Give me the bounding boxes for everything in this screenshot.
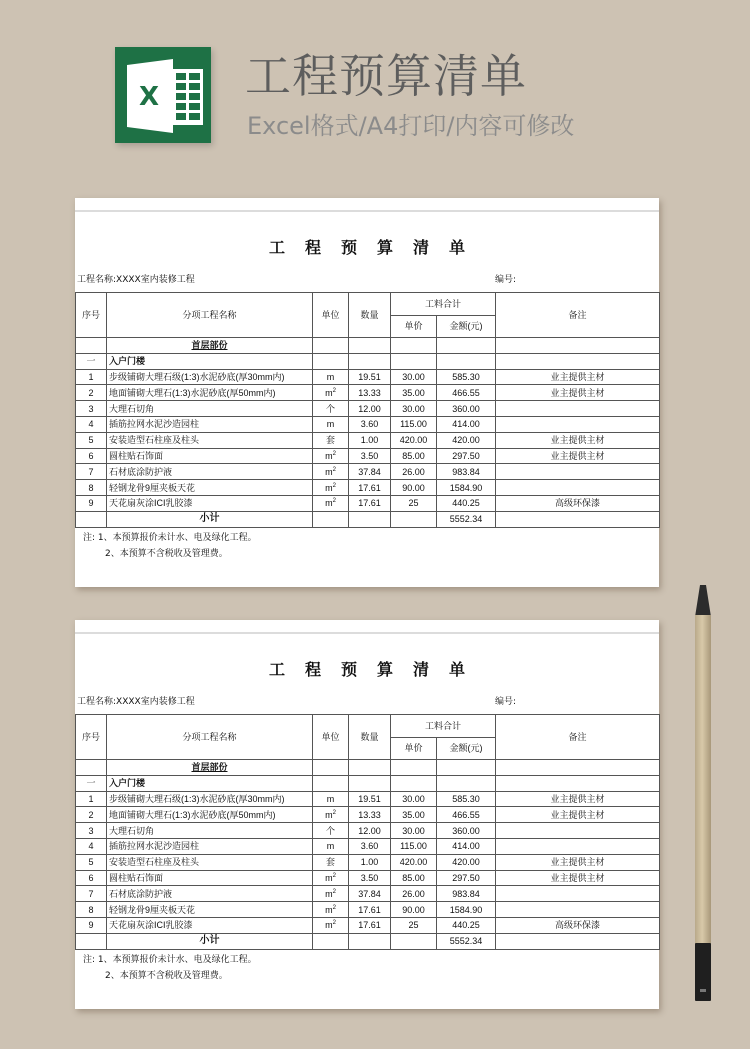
unit-text: m bbox=[325, 920, 333, 931]
amount-cell: 297.50 bbox=[437, 870, 496, 886]
seq-cell: 6 bbox=[76, 448, 107, 464]
unit-price-cell: 35.00 bbox=[391, 807, 437, 823]
unit-price-cell: 85.00 bbox=[391, 448, 437, 464]
table-row bbox=[76, 823, 660, 839]
unit-price-cell: 30.00 bbox=[391, 369, 437, 385]
seq-cell: 1 bbox=[76, 369, 107, 385]
header-seq: 序号 bbox=[76, 715, 107, 760]
unit-price-cell: 30.00 bbox=[391, 791, 437, 807]
unit-text: m bbox=[325, 482, 333, 493]
item-name-cell: 安装造型石柱座及柱头 bbox=[107, 432, 313, 448]
item-name-cell: 地面铺砌大理石(1:3)水泥砂底(厚50mm内) bbox=[107, 385, 313, 401]
empty-cell bbox=[313, 933, 349, 949]
notes bbox=[83, 530, 257, 562]
unit-superscript: 2 bbox=[332, 482, 336, 489]
item-name-cell: 插筋拉网水泥沙造园柱 bbox=[107, 416, 313, 432]
table-row bbox=[76, 495, 660, 511]
item-name-cell: 天花扇灰涂ICI乳胶漆 bbox=[107, 917, 313, 933]
unit-superscript: 2 bbox=[332, 888, 336, 895]
quantity-cell: 17.61 bbox=[349, 902, 391, 918]
sheet-title: 工程预算清单 bbox=[268, 238, 485, 257]
unit-text: m bbox=[325, 466, 333, 477]
empty-cell bbox=[313, 511, 349, 527]
item-name-cell: 插筋拉网水泥沙造园柱 bbox=[107, 838, 313, 854]
empty-cell bbox=[349, 511, 391, 527]
table-row bbox=[76, 917, 660, 933]
seq-cell: 1 bbox=[76, 791, 107, 807]
quantity-cell: 12.00 bbox=[349, 823, 391, 839]
remark-cell: 业主提供主材 bbox=[496, 791, 660, 807]
unit-cell bbox=[313, 432, 349, 448]
amount-cell: 360.00 bbox=[437, 401, 496, 417]
unit-cell bbox=[313, 870, 349, 886]
item-name-cell: 圆柱贴石饰面 bbox=[107, 448, 313, 464]
seq-cell: 8 bbox=[76, 902, 107, 918]
header-item-name: 分项工程名称 bbox=[107, 715, 313, 760]
header-quantity: 数量 bbox=[349, 715, 391, 760]
remark-cell: 业主提供主材 bbox=[496, 385, 660, 401]
table-row bbox=[76, 854, 660, 870]
header-remarks: 备注 bbox=[496, 293, 660, 338]
empty-cell bbox=[76, 511, 107, 527]
remark-cell: 业主提供主材 bbox=[496, 448, 660, 464]
unit-text: m bbox=[326, 371, 335, 382]
table-row bbox=[76, 448, 660, 464]
header-unit: 单位 bbox=[313, 293, 349, 338]
remark-cell: 高级环保漆 bbox=[496, 917, 660, 933]
unit-price-cell: 30.00 bbox=[391, 401, 437, 417]
item-name-cell: 天花扇灰涂ICI乳胶漆 bbox=[107, 495, 313, 511]
amount-cell: 983.84 bbox=[437, 886, 496, 902]
unit-cell bbox=[313, 823, 349, 839]
seq-cell: 7 bbox=[76, 886, 107, 902]
banner-subtitle: Excel格式/A4打印/内容可修改 bbox=[247, 112, 575, 140]
subtotal-label: 小计 bbox=[107, 511, 313, 527]
seq-cell: 5 bbox=[76, 432, 107, 448]
unit-text: m bbox=[325, 872, 333, 883]
table-row bbox=[76, 807, 660, 823]
unit-text: m bbox=[325, 809, 333, 820]
remark-cell bbox=[496, 416, 660, 432]
unit-superscript: 2 bbox=[332, 387, 336, 394]
number-label: 编号: bbox=[495, 697, 517, 707]
item-name-cell: 轻钢龙骨9厘夹板天花 bbox=[107, 902, 313, 918]
unit-price-cell: 30.00 bbox=[391, 823, 437, 839]
unit-cell bbox=[313, 416, 349, 432]
table-body bbox=[76, 760, 660, 950]
unit-superscript: 2 bbox=[332, 872, 336, 879]
quantity-cell: 3.50 bbox=[349, 448, 391, 464]
item-name-cell: 步级铺砌大理石级(1:3)水泥砂底(厚30mm内) bbox=[107, 791, 313, 807]
remark-cell: 业主提供主材 bbox=[496, 807, 660, 823]
empty-cell bbox=[391, 933, 437, 949]
quantity-cell: 1.00 bbox=[349, 432, 391, 448]
unit-price-cell: 26.00 bbox=[391, 464, 437, 480]
project-name: 工程名称:XXXX室内装修工程 bbox=[77, 275, 195, 285]
unit-text: 个 bbox=[325, 403, 335, 414]
item-name-cell: 轻钢龙骨9厘夹板天花 bbox=[107, 480, 313, 496]
amount-cell: 1584.90 bbox=[437, 902, 496, 918]
header-quantity: 数量 bbox=[349, 293, 391, 338]
table-row bbox=[76, 416, 660, 432]
note-line-1: 1、本预算报价未计水、电及绿化工程。 bbox=[97, 955, 257, 965]
table-row bbox=[76, 432, 660, 448]
empty-cell bbox=[391, 511, 437, 527]
quantity-cell: 12.00 bbox=[349, 401, 391, 417]
amount-cell: 466.55 bbox=[437, 385, 496, 401]
empty-cell bbox=[76, 933, 107, 949]
empty-cell bbox=[496, 511, 660, 527]
unit-price-cell: 115.00 bbox=[391, 416, 437, 432]
quantity-cell: 17.61 bbox=[349, 495, 391, 511]
unit-price-cell: 25 bbox=[391, 917, 437, 933]
remark-cell bbox=[496, 823, 660, 839]
quantity-cell: 37.84 bbox=[349, 464, 391, 480]
amount-cell: 440.25 bbox=[437, 917, 496, 933]
header-unit-price: 单价 bbox=[391, 737, 437, 760]
project-name: 工程名称:XXXX室内装修工程 bbox=[77, 697, 195, 707]
item-name-cell: 安装造型石柱座及柱头 bbox=[107, 854, 313, 870]
quantity-cell: 13.33 bbox=[349, 807, 391, 823]
empty-cell bbox=[349, 933, 391, 949]
unit-price-cell: 35.00 bbox=[391, 385, 437, 401]
unit-text: m bbox=[326, 841, 335, 852]
notes bbox=[83, 952, 257, 984]
unit-text: m bbox=[325, 387, 333, 398]
excel-logo-icon bbox=[115, 47, 211, 143]
unit-superscript: 2 bbox=[332, 904, 336, 911]
table-row bbox=[76, 902, 660, 918]
table-row bbox=[76, 464, 660, 480]
unit-superscript: 2 bbox=[332, 450, 336, 457]
note-line-2: 2、本预算不含税收及管理费。 bbox=[105, 971, 228, 981]
unit-cell bbox=[313, 448, 349, 464]
seq-cell: 8 bbox=[76, 480, 107, 496]
item-name-cell: 圆柱贴石饰面 bbox=[107, 870, 313, 886]
unit-superscript: 2 bbox=[332, 809, 336, 816]
number-label: 编号: bbox=[495, 275, 517, 285]
subtotal-row bbox=[76, 511, 660, 527]
group-seq: 一 bbox=[76, 353, 107, 369]
seq-cell: 4 bbox=[76, 838, 107, 854]
header-remarks: 备注 bbox=[496, 715, 660, 760]
unit-text: 个 bbox=[325, 825, 335, 836]
unit-cell bbox=[313, 886, 349, 902]
unit-superscript: 2 bbox=[332, 466, 336, 473]
unit-cell bbox=[313, 902, 349, 918]
budget-table bbox=[75, 292, 660, 528]
unit-cell bbox=[313, 838, 349, 854]
seq-cell: 7 bbox=[76, 464, 107, 480]
seq-cell: 5 bbox=[76, 854, 107, 870]
unit-price-cell: 25 bbox=[391, 495, 437, 511]
remark-cell bbox=[496, 464, 660, 480]
amount-cell: 983.84 bbox=[437, 464, 496, 480]
unit-cell bbox=[313, 917, 349, 933]
unit-cell bbox=[313, 369, 349, 385]
unit-cell bbox=[313, 480, 349, 496]
amount-cell: 360.00 bbox=[437, 823, 496, 839]
unit-cell bbox=[313, 495, 349, 511]
item-name-cell: 地面铺砌大理石(1:3)水泥砂底(厚50mm内) bbox=[107, 807, 313, 823]
amount-cell: 585.30 bbox=[437, 369, 496, 385]
item-name-cell: 大理石切角 bbox=[107, 401, 313, 417]
seq-cell: 3 bbox=[76, 823, 107, 839]
table-row bbox=[76, 480, 660, 496]
amount-cell: 414.00 bbox=[437, 838, 496, 854]
unit-text: m bbox=[326, 419, 335, 430]
unit-text: 套 bbox=[325, 857, 335, 868]
unit-cell bbox=[313, 401, 349, 417]
item-name-cell: 步级铺砌大理石级(1:3)水泥砂底(厚30mm内) bbox=[107, 369, 313, 385]
unit-cell bbox=[313, 807, 349, 823]
header-labor-material-total: 工料合计 bbox=[391, 293, 496, 316]
amount-cell: 420.00 bbox=[437, 432, 496, 448]
header-unit: 单位 bbox=[313, 715, 349, 760]
sheet-divider bbox=[75, 210, 659, 212]
section-label: 首层部份 bbox=[107, 760, 313, 776]
unit-price-cell: 420.00 bbox=[391, 854, 437, 870]
remark-cell: 业主提供主材 bbox=[496, 432, 660, 448]
quantity-cell: 37.84 bbox=[349, 886, 391, 902]
item-name-cell: 石材底涂防护液 bbox=[107, 464, 313, 480]
quantity-cell: 17.61 bbox=[349, 917, 391, 933]
pencil-icon bbox=[692, 585, 716, 1005]
table-row bbox=[76, 886, 660, 902]
remark-cell: 业主提供主材 bbox=[496, 870, 660, 886]
unit-text: 套 bbox=[325, 435, 335, 446]
unit-price-cell: 85.00 bbox=[391, 870, 437, 886]
budget-sheet-1 bbox=[75, 198, 659, 587]
unit-text: m bbox=[326, 793, 335, 804]
item-name-cell: 石材底涂防护液 bbox=[107, 886, 313, 902]
seq-cell: 9 bbox=[76, 917, 107, 933]
seq-cell: 6 bbox=[76, 870, 107, 886]
remark-cell bbox=[496, 401, 660, 417]
quantity-cell: 13.33 bbox=[349, 385, 391, 401]
unit-price-cell: 115.00 bbox=[391, 838, 437, 854]
amount-cell: 414.00 bbox=[437, 416, 496, 432]
quantity-cell: 17.61 bbox=[349, 480, 391, 496]
section-row bbox=[76, 338, 660, 354]
table-row bbox=[76, 369, 660, 385]
unit-price-cell: 420.00 bbox=[391, 432, 437, 448]
quantity-cell: 19.51 bbox=[349, 369, 391, 385]
notes-prefix: 注: bbox=[83, 533, 96, 543]
group-name: 入户门楼 bbox=[107, 775, 313, 791]
amount-cell: 297.50 bbox=[437, 448, 496, 464]
header-amount: 金额(元) bbox=[437, 737, 496, 760]
section-row bbox=[76, 760, 660, 776]
unit-text: m bbox=[325, 888, 333, 899]
table-row bbox=[76, 791, 660, 807]
note-line-1: 1、本预算报价未计水、电及绿化工程。 bbox=[97, 533, 257, 543]
seq-cell: 3 bbox=[76, 401, 107, 417]
quantity-cell: 19.51 bbox=[349, 791, 391, 807]
seq-cell: 2 bbox=[76, 807, 107, 823]
unit-cell bbox=[313, 854, 349, 870]
remark-cell: 业主提供主材 bbox=[496, 854, 660, 870]
seq-cell: 4 bbox=[76, 416, 107, 432]
unit-price-cell: 90.00 bbox=[391, 902, 437, 918]
amount-cell: 466.55 bbox=[437, 807, 496, 823]
remark-cell bbox=[496, 480, 660, 496]
header-item-name: 分项工程名称 bbox=[107, 293, 313, 338]
remark-cell bbox=[496, 838, 660, 854]
item-name-cell: 大理石切角 bbox=[107, 823, 313, 839]
subtotal-label: 小计 bbox=[107, 933, 313, 949]
unit-cell bbox=[313, 464, 349, 480]
amount-cell: 1584.90 bbox=[437, 480, 496, 496]
amount-cell: 440.25 bbox=[437, 495, 496, 511]
group-row bbox=[76, 353, 660, 369]
group-name: 入户门楼 bbox=[107, 353, 313, 369]
sheet-title: 工程预算清单 bbox=[268, 660, 485, 679]
header-seq: 序号 bbox=[76, 293, 107, 338]
banner-title: 工程预算清单 bbox=[245, 49, 527, 103]
amount-cell: 420.00 bbox=[437, 854, 496, 870]
table-row bbox=[76, 385, 660, 401]
seq-cell: 2 bbox=[76, 385, 107, 401]
unit-price-cell: 26.00 bbox=[391, 886, 437, 902]
banner bbox=[0, 0, 750, 180]
unit-superscript: 2 bbox=[332, 498, 336, 505]
quantity-cell: 3.60 bbox=[349, 416, 391, 432]
amount-cell: 585.30 bbox=[437, 791, 496, 807]
sheet-divider bbox=[75, 632, 659, 634]
header-unit-price: 单价 bbox=[391, 315, 437, 338]
header-labor-material-total: 工料合计 bbox=[391, 715, 496, 738]
group-seq: 一 bbox=[76, 775, 107, 791]
empty-cell bbox=[496, 933, 660, 949]
table-body bbox=[76, 338, 660, 528]
budget-sheet-2 bbox=[75, 620, 659, 1009]
table-row bbox=[76, 838, 660, 854]
remark-cell bbox=[496, 902, 660, 918]
notes-prefix: 注: bbox=[83, 955, 96, 965]
table-row bbox=[76, 870, 660, 886]
note-line-2: 2、本预算不含税收及管理费。 bbox=[105, 549, 228, 559]
remark-cell bbox=[496, 886, 660, 902]
svg-text:X: X bbox=[138, 82, 160, 112]
subtotal-row bbox=[76, 933, 660, 949]
unit-text: m bbox=[325, 904, 333, 915]
unit-text: m bbox=[325, 498, 333, 509]
budget-table bbox=[75, 714, 660, 950]
quantity-cell: 3.60 bbox=[349, 838, 391, 854]
remark-cell: 高级环保漆 bbox=[496, 495, 660, 511]
unit-cell bbox=[313, 791, 349, 807]
unit-text: m bbox=[325, 450, 333, 461]
table-row bbox=[76, 401, 660, 417]
unit-price-cell: 90.00 bbox=[391, 480, 437, 496]
unit-cell bbox=[313, 385, 349, 401]
seq-cell: 9 bbox=[76, 495, 107, 511]
section-label: 首层部份 bbox=[107, 338, 313, 354]
header-amount: 金额(元) bbox=[437, 315, 496, 338]
quantity-cell: 1.00 bbox=[349, 854, 391, 870]
quantity-cell: 3.50 bbox=[349, 870, 391, 886]
subtotal-amount: 5552.34 bbox=[437, 933, 496, 949]
subtotal-amount: 5552.34 bbox=[437, 511, 496, 527]
group-row bbox=[76, 775, 660, 791]
remark-cell: 业主提供主材 bbox=[496, 369, 660, 385]
unit-superscript: 2 bbox=[332, 920, 336, 927]
